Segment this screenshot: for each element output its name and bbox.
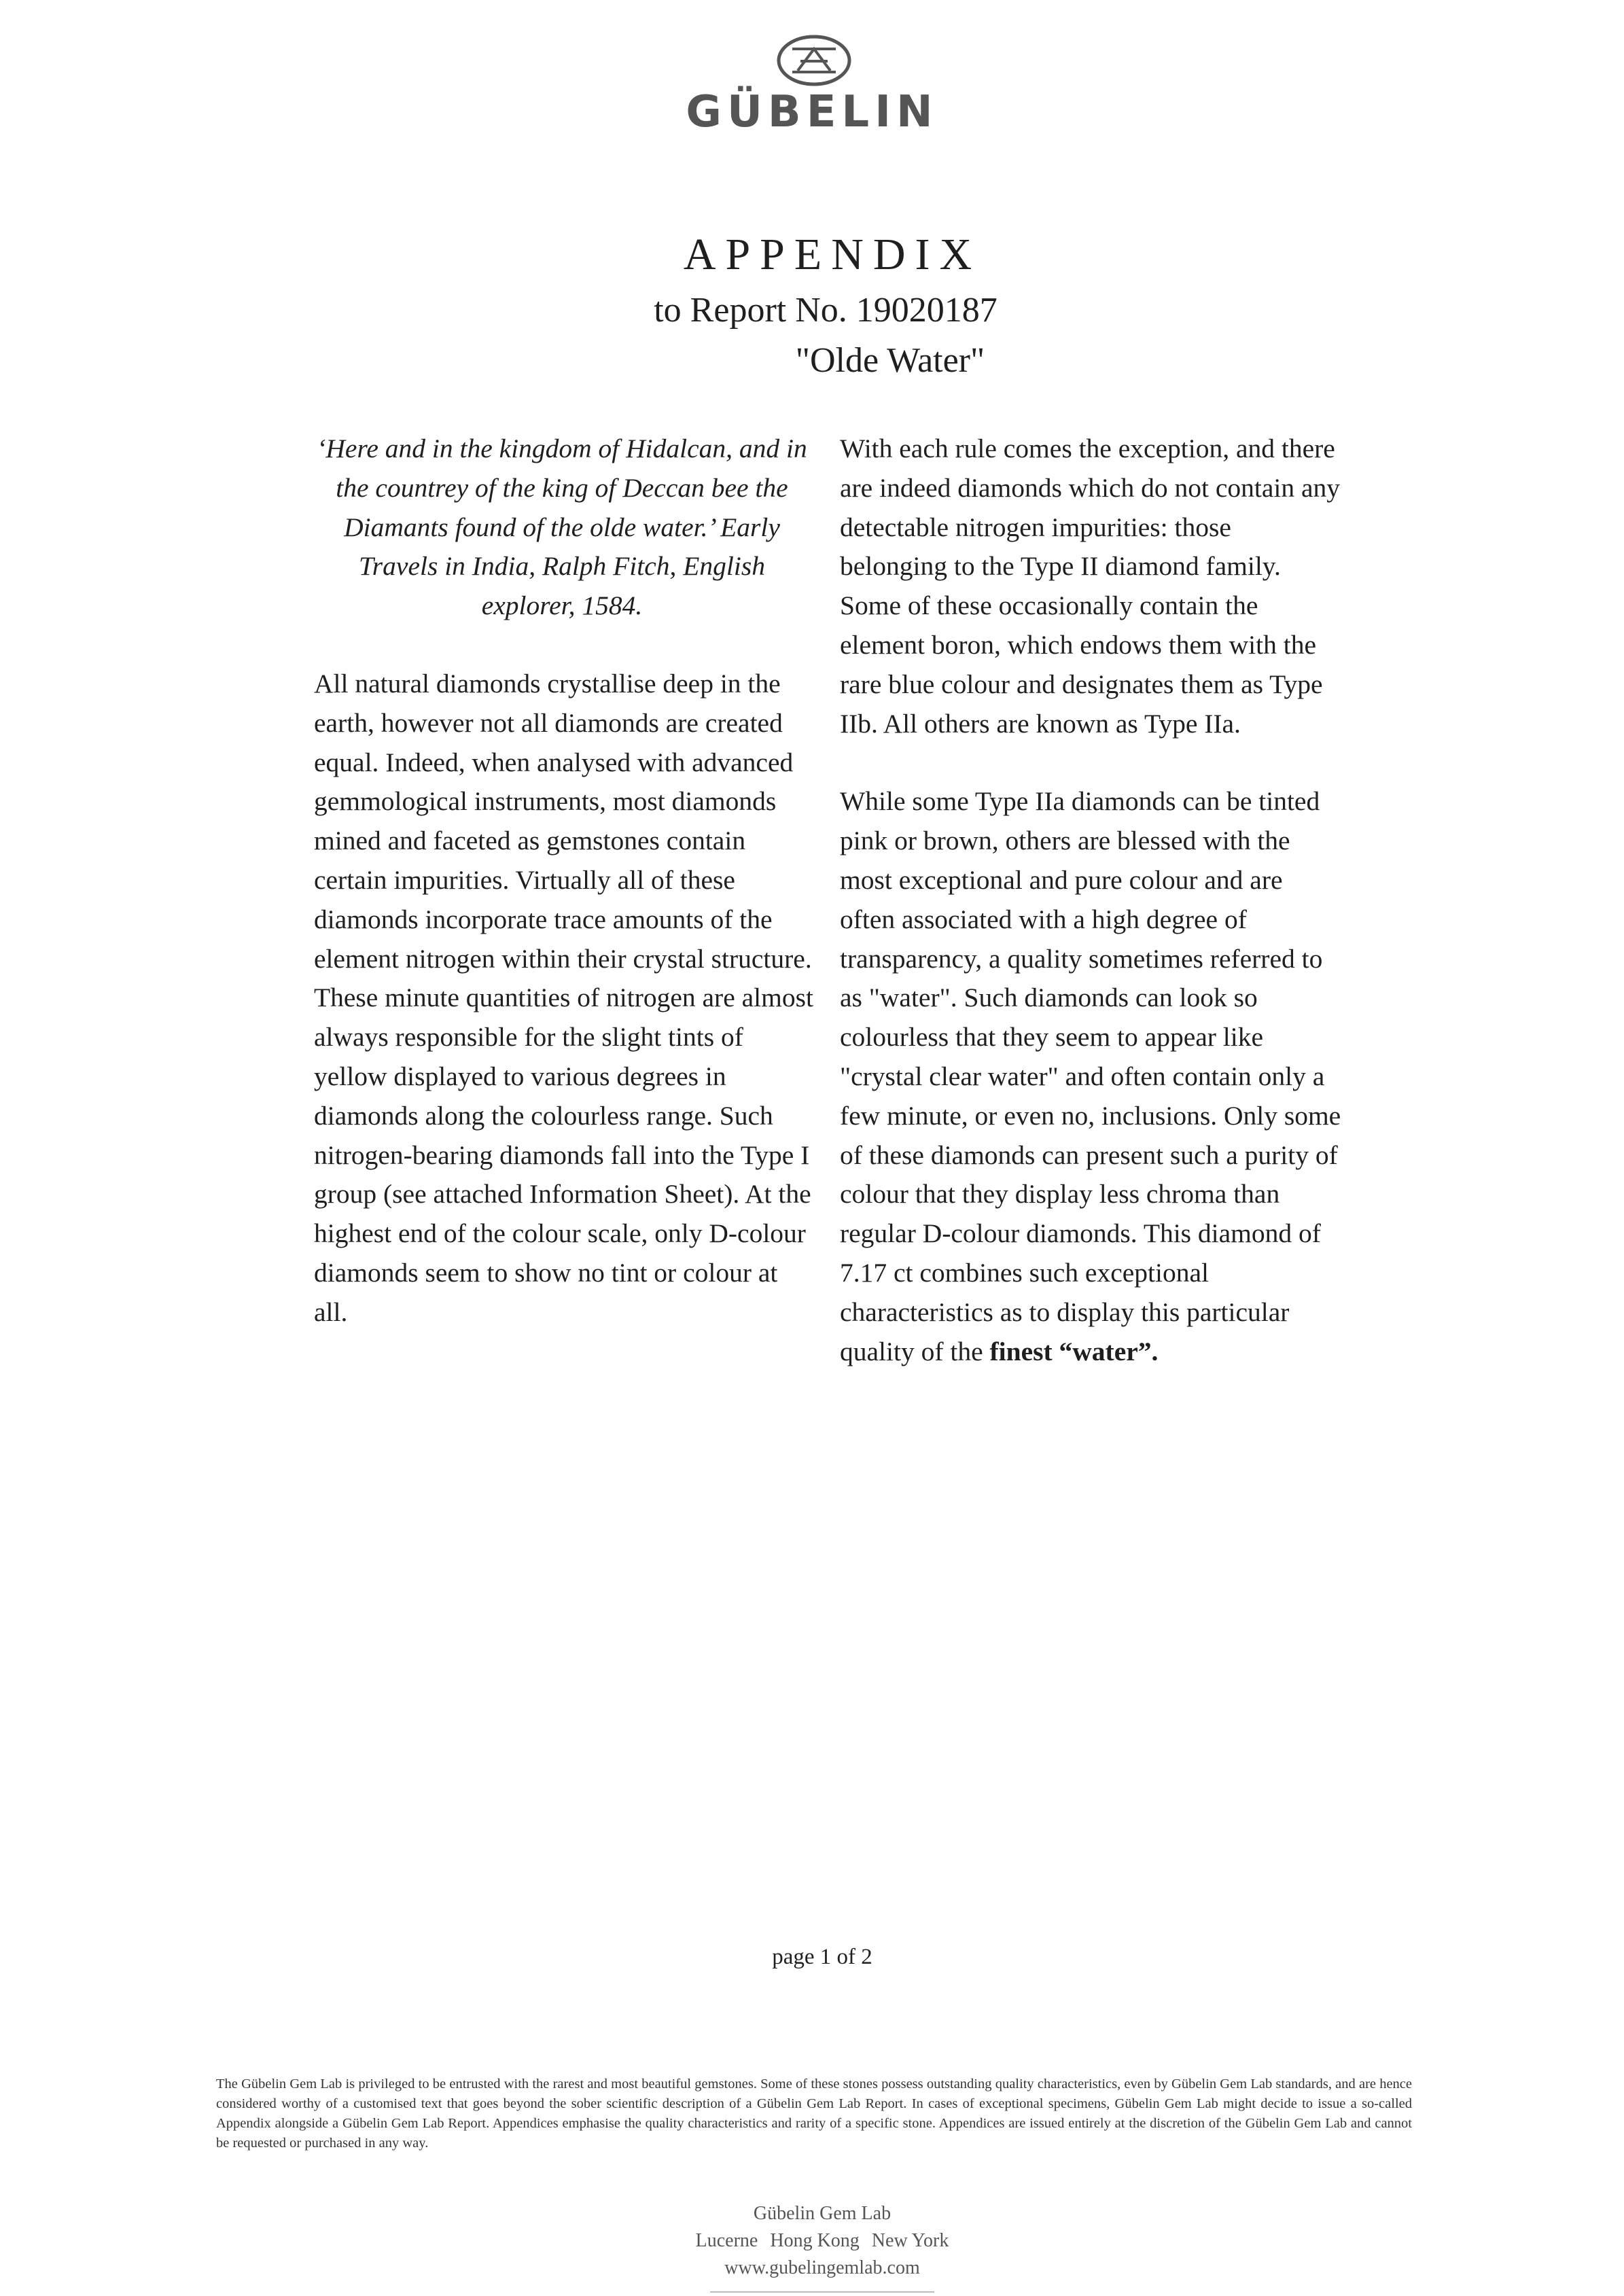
report-reference: to Report No. 19020187: [654, 291, 998, 330]
footer-city: Lucerne: [695, 2230, 758, 2251]
left-column: [314, 429, 817, 1332]
footer-city: Hong Kong: [770, 2230, 860, 2251]
footer: [0, 2200, 1624, 2282]
brand-wordmark: GÜBELIN: [686, 87, 938, 137]
paragraph-type-iia: [840, 782, 1343, 1371]
disclaimer: The Gübelin Gem Lab is privileged to be entrusted with the rarest and most beautiful gemstones. Some of these stones possess outstanding quality characteristics, even by Gübelin Gem Lab standards, and are hence considered worthy of a customised text that goes beyond the sober scientific description of a Gübelin Gem Lab Report. In cases of exceptional specimens, Gübelin Gem Lab might decide to issue a so-called Appendix alongside a Gübelin Gem Lab Report. Appendices emphasise the quality characteristics and rarity of a specific stone. Appendices are issued entirely at the discretion of the Gübelin Gem Lab and cannot be requested or purchased in any way.: [216, 2077, 1412, 2151]
paragraph-natural-diamonds: All natural diamonds crystallise deep in the earth, however not all diamonds are created equal. Indeed, when analysed with advanced gemmological instruments, most diamonds mined and faceted as gemstones contain certain impurities. Virtually all of these diamonds incorporate trace amounts of the element nitrogen within their crystal structure. These minute quantities of nitrogen are almost always responsible for the slight tints of yellow displayed to various degrees in diamonds along the colourless range. Such nitrogen-bearing diamonds fall into the Type I group (see attached Information Sheet). At the highest end of the colour scale, only D-colour diamonds seem to show no tint or colour at all.: [314, 668, 813, 1327]
gubelin-emblem-icon: [776, 34, 852, 87]
paragraph-type-ii: With each rule comes the exception, and there are indeed diamonds which do not contain any detectable nitrogen impurities: those belonging to the Type II diamond family. Some of these occasionally contain the element boron, which endows them with the rare blue colour and designates them as Type IIb. All others are known as Type IIa.: [840, 434, 1341, 739]
footer-divider: [710, 2291, 934, 2293]
paragraph-type-iia-text: While some Type IIa diamonds can be tinted pink or brown, others are blessed with the most exceptional and pure colour and are often associated with a high degree of transparency, a quality sometimes referred to as "water". Such diamonds can look so colourless that they seem to appear like "crystal clear water" and often contain only a few minute, or even no, inclusions. Only some of these diamonds can present such a purity of colour that they display less chroma than regular D-colour diamonds. This diamond of 7.17 ct combines such exceptional characteristics as to display this particular quality of the: [840, 786, 1341, 1366]
historical-quote: ‘Here and in the kingdom of Hidalcan, and in the countrey of the king of Deccan bee the Diamants found of the olde water.’ Early Travels in India, Ralph Fitch, English explorer, 1584.: [317, 434, 807, 621]
document-title: APPENDIX: [683, 230, 982, 279]
stone-name: "Olde Water": [795, 341, 985, 380]
page-number: page 1 of 2: [772, 1945, 872, 1969]
right-column: [840, 429, 1343, 1371]
footer-website[interactable]: www.gubelingemlab.com: [724, 2257, 920, 2278]
footer-cities: [10, 2227, 1624, 2255]
title-block: [0, 224, 1624, 386]
footer-city: New York: [871, 2230, 949, 2251]
finest-water-emphasis: finest “water”.: [989, 1336, 1159, 1366]
footer-company: Gübelin Gem Lab: [753, 2203, 892, 2224]
